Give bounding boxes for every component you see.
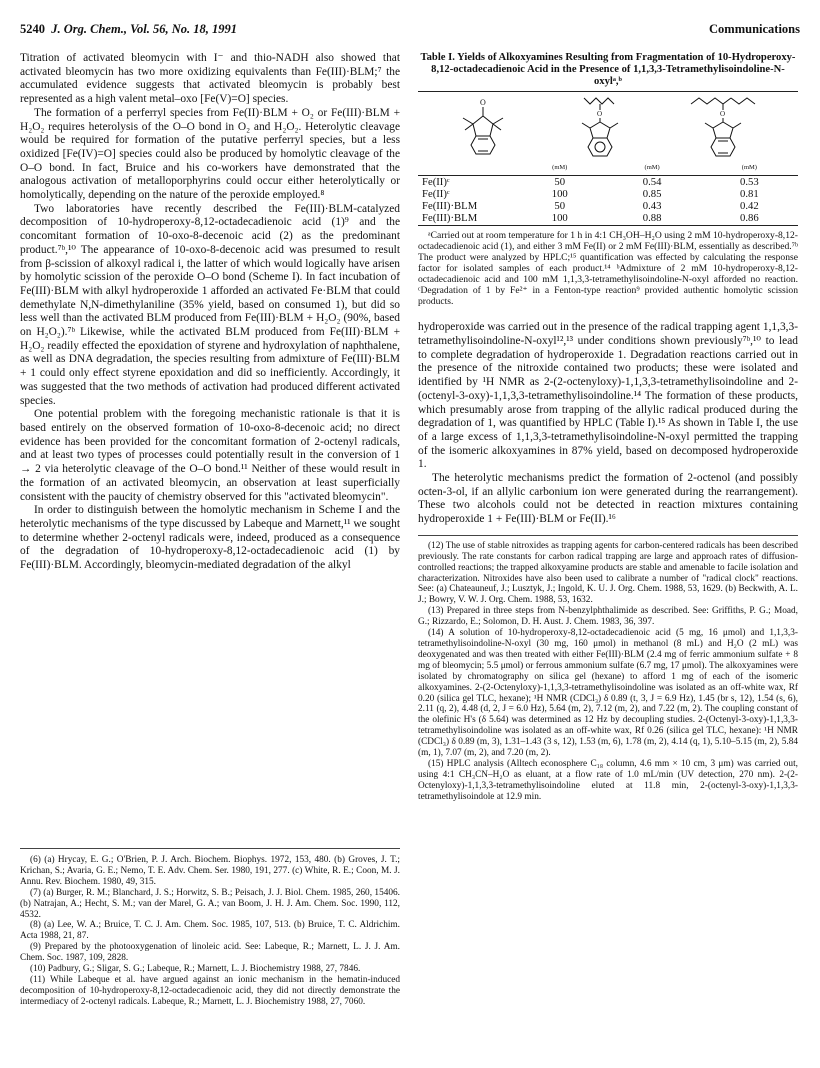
alkoxyamine-2-octenyl-structure-icon <box>570 96 630 162</box>
right-footnotes <box>418 535 798 803</box>
footnote: (13) Prepared in three steps from N-benzylphthalimide as described. See: Griffiths, P. G.; Moad, G.; Rizzardo, E.; Solomon, D. H. Aust. J. Chem. 1983, 36, 397. <box>418 606 798 628</box>
body-paragraph: One potential problem with the foregoing mechanistic rationale is that it is based entirely on the observed formation of 10-oxo-8-decenoic acid; no direct evidence has been provided for the concomitant formation of 2-octenyl radicals, and at least two types of processes could potentially result in the conversion of 1 → 2 via heterolytic cleavage of the O–O bond.¹¹ Neither of these would result in the formation of an activated bleomycin, an observation at least superficially consistent with the paucity of chemistry observed for this "activated bleomycin". <box>20 408 400 503</box>
table-row <box>418 212 798 225</box>
conc-cell: 50 <box>554 200 566 213</box>
left-column <box>20 52 400 573</box>
yield-cell: 0.81 <box>740 188 759 201</box>
conc-cell: 100 <box>551 212 568 225</box>
yield-cell: 0.85 <box>642 188 662 201</box>
structure-row <box>424 92 792 162</box>
footnote: (11) While Labeque et al. have argued against an ionic mechanism in the hematin-induced decomposition of 10-hydroperoxy-8,12-octadecadienoic acid, they did not directly demonstrate the intermediacy of 2-octenyl radicals. Labeque, R.; Marnett, L. J. Biochemistry 1988, 27, 7060. <box>20 974 400 1007</box>
footnote: (15) HPLC analysis (Alltech econosphere C₁₈ column, 4.6 mm × 10 cm, 3 μm) was carried out, using 4:1 CH₃CN–H₂O as eluant, at a flow rate of 1.0 mL/min (UV detection, 270 nm). 2-(2-Octenyloxy)-1,1,3,3-tetramethylisoindoline eluted at 11.8 min, 2-(octenyl-3-oxy)-1,1,3,3-tetramethylisoindole at 12.9 min. <box>418 758 798 802</box>
page-number: 5240 <box>20 22 45 36</box>
body-paragraph: Titration of activated bleomycin with I⁻ and thio-NADH also showed that activated bleomycin has two more oxidizing equivalents than Fe(III)·BLM;⁷ the accumulated evidence suggests that activated bleomycin is probably best represented as a high valent metal–oxo [Fe(V)=O] species. <box>20 52 400 106</box>
footnote: (9) Prepared by the photooxygenation of linoleic acid. See: Labeque, R.; Marnett, L. J. J. Am. Chem. Soc. 1987, 109, 2828. <box>20 942 400 964</box>
footnote: (12) The use of stable nitroxides as trapping agents for carbon-centered radicals has been described previously. The rate constants for carbon radical trapping are large and approach rates of diffusion-controlled reactions; the trapped alkoxyamine products are stable and amenable to facile isolation and characterization. Nitroxides have also been used to calibrate a number of "radical clock" reactions. See: (a) Chateauneuf, J.; Lusztyk, J.; Ingold, K. U. J. Org. Chem. 1988, 53, 1629. (b) Beckwith, A. L. J.; Bowry, V. W. J. Org. Chem. 1988, 53, 1632. <box>418 540 798 606</box>
table-footnote: ᵃCarried out at room temperature for 1 h in 4:1 CH₃OH–H₂O using 2 mM 10-hydroperoxy-8,12-octadecadienoic acid (1), and either 3 mM Fe(II) or 2 mM Fe(III)·BLM, essentially as described.⁷ᵇ The product were analyzed by HPLC;¹⁵ quantification was effected by calculating the response factor for isolated samples of each product.¹⁴ ᵇAdmixture of 2 mM 10-hydroperoxy-8,12-octadecadienoic acid and 100 mM 1,1,3,3-tetramethylisoindoline-N-oxyl afforded no reaction. ᶜDegradation of 1 by Fe²⁺ in a Fenton-type reaction⁹ provided authentic homolytic scission products. <box>418 229 798 308</box>
nitroxide-structure-icon <box>453 96 513 162</box>
yield-cell: 0.88 <box>642 212 662 225</box>
reagent-cell: Fe(III)·BLM <box>422 200 478 213</box>
reagent-cell: Fe(III)·BLM <box>422 212 478 225</box>
alkoxyamine-octenyl-3-structure-icon <box>687 96 763 162</box>
yield-cell: 0.54 <box>642 175 662 188</box>
svg-text:O: O <box>720 109 726 118</box>
footnote: (8) (a) Lee, W. A.; Bruice, T. C. J. Am. Chem. Soc. 1985, 107, 513. (b) Bruice, T. C. Aldrichim. Acta 1988, 21, 87. <box>20 920 400 942</box>
body-paragraph: Two laboratories have recently described the Fe(III)·BLM-catalyzed decomposition of 10-hydroperoxy-8,12-octadecadienoic acid (1)⁹ and the concomitant formation of 10-oxo-8-decenoic acid (2) as the predominant product.⁷ᵇ,¹⁰ The appearance of 10-oxo-8-decenoic acid was presumed to result from β-scission of alkoxyl radical i, the latter of which would logically have arisen by homolytic scission of the peroxide O–O bond (Scheme I). In fact incubation of Fe(III)·BLM with alkyl hydroperoxide 1 afforded an activated Fe·BLM that could demethylate N,N-dimethylaniline (35% yield, based on consumed 1), but did so less well than the activated BLM produced from Fe(III)·BLM + H₂O₂ (90%, based on H₂O₂).⁷ᵇ Likewise, while the activated BLM produced from Fe(III)·BLM + H₂O₂ readily effected the epoxidation of styrene and hydroxylation of naphthalene, as well as DNA degradation, the species resulting from admixture of Fe(III)·BLM + 1 could only effect styrene epoxidation and did so inefficiently. Accordingly, it was suggested that the two methods of activation had produced different activated species. <box>20 202 400 407</box>
section-name: Communications <box>709 22 800 36</box>
table-1 <box>418 52 798 307</box>
unit-label: (mM) <box>552 163 568 171</box>
body-paragraph: hydroperoxide was carried out in the presence of the radical trapping agent 1,1,3,3-tetramethylisoindoline-N-oxyl¹²,¹³ under conditions shown previously⁷ᵇ,¹⁰ to lead to complete degradation of hydroperoxide 1. Degradation reactions carried out in the presence of the nitroxide contained two products; these were isolated and identified by ¹H NMR as 2-(2-octenyloxy)-1,1,3,3-tetramethylisoindoline and 2-(octenyl-3-oxy)-1,1,3,3-tetramethylisoindoline.¹⁴ The formation of these products, which presumably arose from trapping of the allylic radical produced during the degradation of 1, was quantified by HPLC (Table I).¹⁵ As shown in Table I, the use of a large excess of 1,1,3,3-tetramethylisoindoline-N-oxyl permitted the trapping of the isomeric alkoxyamines in 87% yield, based on decomposed hydroperoxide 1. <box>418 321 798 471</box>
table-row <box>418 200 798 212</box>
table-row <box>418 175 798 188</box>
yield-cell: 0.86 <box>740 212 759 225</box>
journal-citation: J. Org. Chem., Vol. 56, No. 18, 1991 <box>51 22 238 36</box>
footnote: (10) Padbury, G.; Sligar, S. G.; Labeque, R.; Marnett, L. J. Biochemistry 1988, 27, 7846. <box>30 964 361 975</box>
header-citation <box>20 22 237 37</box>
svg-text:O: O <box>596 109 603 118</box>
table-footnotes <box>418 230 798 308</box>
running-header <box>20 22 800 40</box>
svg-text:O: O <box>479 97 486 107</box>
right-column <box>418 52 798 803</box>
yield-cell: 0.43 <box>642 200 662 213</box>
yield-cell: 0.42 <box>740 200 759 213</box>
reagent-cell: Fe(II)ᶜ <box>422 188 450 201</box>
right-body <box>418 321 798 527</box>
unit-label: (mM) <box>741 163 757 171</box>
footnote: (6) (a) Hrycay, E. G.; O'Brien, P. J. Arch. Biochem. Biophys. 1972, 153, 480. (b) Groves, J. T.; Krichan, S.; Avaria, G. E.; Nemo, T. E. Adv. Chem. Ser. 1980, 191, 277. (c) White, R. E.; Coon, M. J. Annu. Rev. Biochem. 1980, 49, 315. <box>20 855 400 887</box>
body-paragraph: The formation of a perferryl species from Fe(II)·BLM + O₂ or Fe(III)·BLM + H₂O₂ requires heterolysis of the O–O bond in O₂ and H₂O₂. Heterolytic cleavage would be required for formation of the putative perferryl species, but a less oxidized [Fe(IV)=O] species could also be produced by homolytic cleavage of the O–O bond. In fact, Bruice and his co-workers have demonstrated that the analogous activation of metalloporphyrins could occur either heterolytically or homolytically, depending on the nature of the peroxide employed.⁸ <box>20 106 400 202</box>
unit-label: (mM) <box>644 163 660 171</box>
yield-table <box>418 162 798 226</box>
table-title: Table I. Yields of Alkoxyamines Resulting from Fragmentation of 10-Hydroperoxy-8,12-octadecadienoic Acid in the Presence of 1,1,3,3-Tetramethylisoindoline-N-oxylᵃ,ᵇ <box>420 52 796 88</box>
reagent-cell: Fe(II)ᶜ <box>422 175 450 188</box>
footnote: (14) A solution of 10-hydroperoxy-8,12-octadecadienoic acid (5 mg, 16 μmol) and 1,1,3,3-tetramethylisoindoline-N-oxyl (30 mg, 160 μmol) in methanol (8 mL) and H₂O (2 mL) was deoxygenated and was then treated with either Fe(III)·BLM (2.4 mg of ferric ammonium sulfate + 8 mg of bleomycin; 5.5 μmol) or ferrous ammonium sulfate (6.7 mg, 17 μmol). The alkoxyamines were isolated by chromatography on silica gel (hexane) to afford 1 mg of each of the isomeric alkoxyamines. 2-(2-Octenyloxy)-1,1,3,3-tetramethylisoindoline was isolated as an off-white wax, Rf 0.20 (silica gel TLC, hexane); ¹H NMR (CDCl₃) δ 0.89 (t, 3, J = 6.9 Hz), 1.45 (br s, 12), 1.54 (s, 6), 2.11 (q, 2), 4.48 (d, 2, J = 6.0 Hz), 5.64 (m, 2), 7.12 (m, 2), and 7.22 (m, 2). The coupling constant of the olefinic H's (δ 5.64) was determined as 12 Hz by decoupling studies. 2-(Octenyl-3-oxy)-1,1,3,3-tetramethylisoindoline was isolated as an off-white wax, Rf 0.26 (silica gel TLC, hexane): ¹H NMR (CDCl₃) δ 0.89 (m, 3), 1.31–1.43 (3 s, 12), 1.53 (m, 6), 1.78 (m, 2), 4.14 (q, 1), 5.10–5.15 (m, 2), 5.84 (m, 1), 7.07 (m, 2), and 7.20 (m, 2). <box>418 628 798 759</box>
body-paragraph: The heterolytic mechanisms predict the formation of 2-octenol (and possibly octen-3-ol, if an allylic carbonium ion were generated during the rearrangement). These two alcohols could not be detected in reaction mixtures containing hydroperoxide 1 + Fe(III)·BLM or Fe(II).¹⁶ <box>418 472 798 526</box>
conc-cell: 50 <box>554 175 566 188</box>
unit-row <box>418 162 798 176</box>
left-footnotes <box>20 848 400 1008</box>
table-row <box>418 188 798 200</box>
body-paragraph: In order to distinguish between the homolytic mechanism in Scheme I and the heterolytic mechanisms of the type discussed by Labeque and Marnett,¹¹ we sought to determine whether 2-octenyl radicals were, indeed, produced as a consequence of the degradation of 10-hydroperoxy-8,12-octadecadienoic acid (1) by Fe(III)·BLM. Accordingly, bleomycin-mediated degradation of the alkyl <box>20 504 400 572</box>
footnote: (7) (a) Burger, R. M.; Blanchard, J. S.; Horwitz, S. B.; Peisach, J. J. Biol. Chem. 1985, 260, 15406. (b) Natrajan, A.; Hecht, S. M.; van der Marel, G. A.; van Boom, J. H. J. Am. Chem. Soc. 1990, 112, 4532. <box>20 887 400 920</box>
yield-cell: 0.53 <box>740 175 759 188</box>
conc-cell: 100 <box>551 188 568 201</box>
